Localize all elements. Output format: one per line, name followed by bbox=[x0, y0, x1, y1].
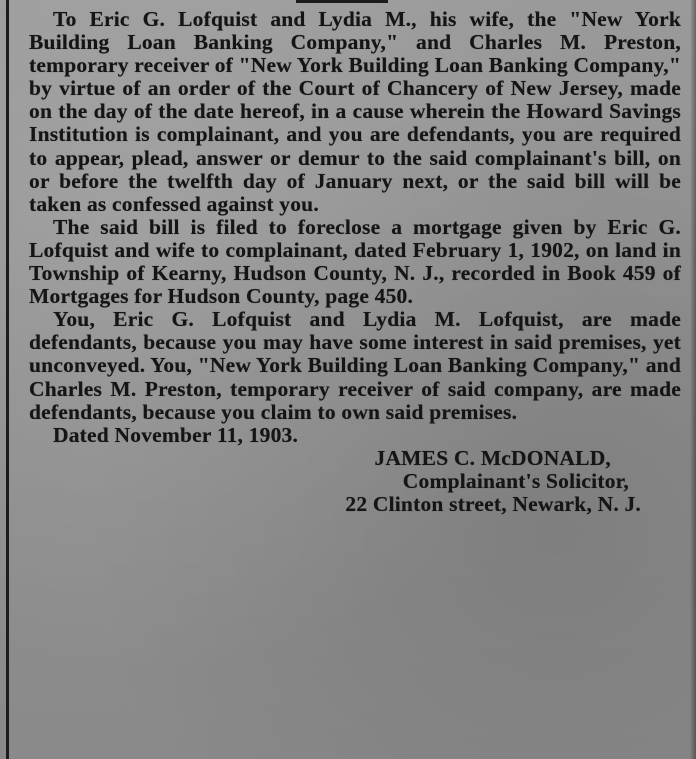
notice-paragraph-2: The said bill is filed to foreclose a mortgage given by Eric G. Lofquist and wife to complainant, dated February 1, 1902, on land in Township of Kearny, Hudson County, N. J., recorded in Book 459 of Mortgages for Hudson County, page 450. bbox=[29, 214, 681, 309]
solicitor-address: 22 Clinton street, Newark, N. J. bbox=[345, 491, 641, 516]
column-rule bbox=[6, 0, 9, 759]
notice-date: Dated November 11, 1903. bbox=[53, 422, 299, 447]
top-rule bbox=[296, 0, 388, 3]
notice-paragraph-3: You, Eric G. Lofquist and Lydia M. Lofquist, are made defendants, because you may have some interest in said premises, yet unconveyed. You, "New York Building Loan Banking Company," and Charles M. Preston, temporary receiver of said company, are made defendants, because you claim to own said premises. bbox=[29, 307, 681, 424]
page-edge-shadow bbox=[690, 0, 696, 759]
solicitor-name: JAMES C. McDONALD, bbox=[374, 445, 611, 470]
notice-paragraph-1: To Eric G. Lofquist and Lydia M., his wife, the "New York Building Loan Banking Company," and Charles M. Preston, temporary receiver of "New York Building Loan Banking Company," by virtue of an order of the Court of Chancery of New Jersey, made on the day of the date hereof, in a cause wherein the Howard Savings Institution is complainant, and you are defendants, you are required to appear, plead, answer or demur to the said complainant's bill, on or before the twelfth day of January next, or the said bill will be taken as confessed against you. bbox=[29, 7, 681, 216]
legal-notice bbox=[29, 8, 681, 516]
solicitor-title: Complainant's Solicitor, bbox=[402, 468, 629, 493]
